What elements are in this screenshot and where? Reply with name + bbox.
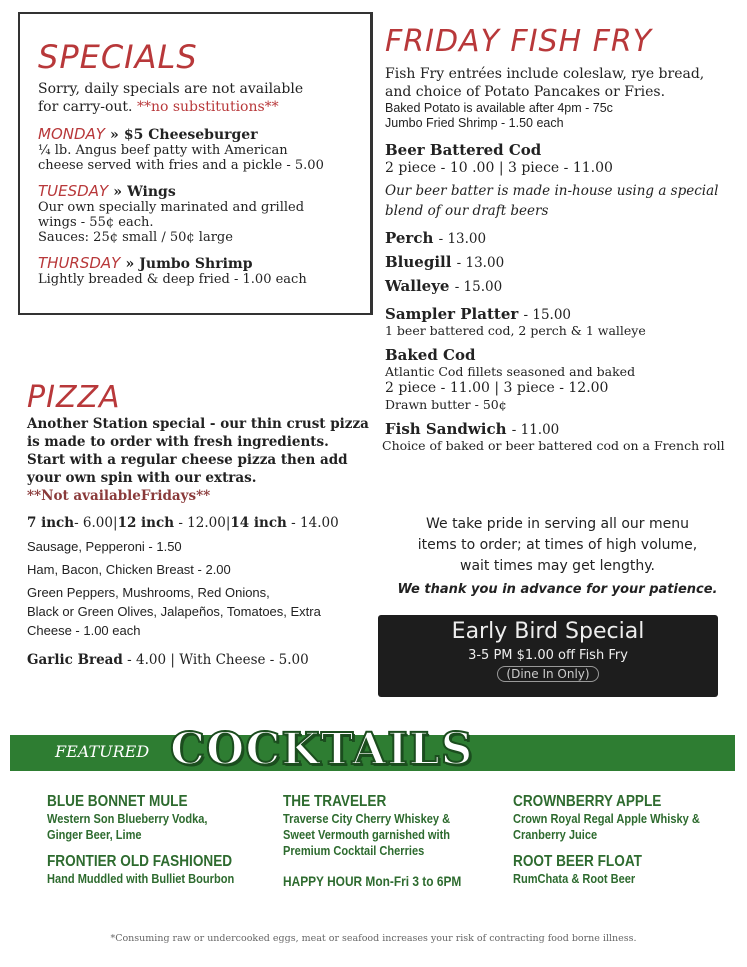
cocktail [513, 793, 733, 843]
intro-line: your own spin with our extras. [27, 470, 257, 486]
cod-note: blend of our draft beers [385, 203, 549, 219]
pizza-title: PIZZA [27, 380, 121, 415]
day-line: ¼ lb. Angus beef patty with American [38, 143, 288, 158]
cocktail-column-1 [47, 793, 267, 887]
day-line: Our own specially marinated and grilled [38, 200, 305, 215]
specials-title: SPECIALS [38, 38, 198, 76]
intro-line: Another Station special - our thin crust pizza [27, 416, 369, 432]
thanks: We thank you in advance for your patience. [397, 582, 718, 597]
cocktail [47, 853, 267, 887]
topping: Cheese - 1.00 each [27, 623, 141, 638]
toppings [27, 537, 377, 640]
item-name: Walleye [385, 277, 450, 295]
size: 12 inch [117, 515, 175, 531]
cocktail-desc: Sweet Vermouth garnished with [283, 827, 451, 842]
item-name: Perch [385, 229, 434, 247]
day-sep: » [110, 127, 119, 143]
cocktail-desc: Crown Royal Regal Apple Whisky & [513, 811, 700, 826]
topping: Sausage, Pepperoni - 1.50 [27, 539, 182, 554]
cocktail [283, 793, 493, 859]
intro-line: is made to order with fresh ingredients. [27, 434, 329, 450]
cocktail-desc: Premium Cocktail Cherries [283, 843, 425, 858]
intro-line: and choice of Potato Pancakes or Fries. [385, 84, 666, 100]
cocktail-name: CROWNBERRY APPLE [513, 793, 662, 810]
topping: Black or Green Olives, Jalapeños, Tomatoes, Extra [27, 604, 321, 619]
topping: Ham, Bacon, Chicken Breast - 2.00 [27, 562, 231, 577]
bluegill [385, 253, 735, 271]
pizza-intro [27, 415, 377, 487]
pride-line: wait times may get lengthy. [460, 558, 655, 574]
cocktail [513, 853, 733, 887]
day-name: TUESDAY [38, 182, 109, 200]
cocktail-desc: Hand Muddled with Bulliet Bourbon [47, 871, 235, 886]
food-safety-disclaimer: *Consuming raw or undercooked eggs, meat or seafood increases your risk of contracting food borne illness. [110, 933, 637, 944]
sandwich-desc: Choice of baked or beer battered cod on a French roll [382, 438, 725, 453]
garlic-label: Garlic Bread [27, 652, 123, 668]
day-heading [38, 253, 370, 272]
day-heading [38, 124, 370, 143]
day-item: $5 Cheeseburger [123, 127, 258, 143]
cod-note: Our beer batter is made in-house using a special [385, 183, 719, 199]
specials-note-2 [38, 98, 370, 116]
cocktail-desc: Traverse City Cherry Whiskey & [283, 811, 451, 826]
pride-line: items to order; at times of high volume, [417, 537, 698, 553]
cocktail-desc: Ginger Beer, Lime [47, 827, 142, 842]
topping: Green Peppers, Mushrooms, Red Onions, [27, 585, 270, 600]
size: 7 inch [27, 515, 75, 531]
not-fridays: **Not availableFridays** [27, 488, 211, 504]
cocktail-desc: Cranberry Juice [513, 827, 598, 842]
beer-battered-cod: Beer Battered Cod [385, 141, 542, 159]
cocktails-title: COCKTAILS [170, 724, 474, 775]
early-title: Early Bird Special [451, 619, 645, 644]
note: Baked Potato is available after 4pm - 75c [385, 101, 613, 115]
note-text: for carry-out. [38, 99, 133, 115]
cocktail-column-3 [513, 793, 733, 887]
day-item: Wings [127, 184, 176, 200]
cocktail-desc: Western Son Blueberry Vodka, [47, 811, 208, 826]
item-name: Bluegill [385, 253, 452, 271]
fish-sandwich [385, 420, 735, 438]
cocktail-desc: RumChata & Root Beer [513, 871, 636, 886]
item-price: - 15.00 [523, 307, 572, 323]
sampler [385, 305, 735, 323]
size: 14 inch [230, 515, 287, 531]
special-day [38, 253, 370, 287]
early-bird-banner [378, 615, 718, 697]
day-line: Lightly breaded & deep fried - 1.00 each [38, 272, 307, 287]
pride-line: We take pride in serving all our menu [425, 516, 690, 532]
day-line: wings - 55¢ each. [38, 215, 154, 230]
cocktail-name: ROOT BEER FLOAT [513, 853, 642, 870]
price: - 6.00 [74, 515, 113, 531]
item-price: - 13.00 [456, 255, 505, 271]
no-substitutions: **no substitutions** [136, 99, 279, 115]
specials-note: Sorry, daily specials are not available [38, 81, 304, 97]
day-sep: » [113, 184, 122, 200]
day-name: MONDAY [38, 125, 105, 143]
item-price: - 15.00 [454, 279, 503, 295]
baked-desc: Atlantic Cod fillets seasoned and baked [385, 364, 636, 379]
early-detail: 3-5 PM $1.00 off Fish Fry [468, 648, 628, 663]
day-line: cheese served with fries and a pickle - 5.00 [38, 158, 324, 173]
pizza-sizes: 7 inch- 6.00|12 inch - 12.00|14 inch - 14.00 [27, 515, 339, 531]
specials-box [18, 12, 373, 315]
drawn-butter: Drawn butter - 50¢ [385, 397, 507, 412]
cocktail-name: THE TRAVELER [283, 793, 387, 810]
sampler-desc: 1 beer battered cod, 2 perch & 1 walleye [385, 323, 646, 338]
featured-label: FEATURED [55, 742, 150, 761]
garlic-price: - 4.00 | With Cheese - 5.00 [127, 652, 309, 668]
cocktail-name: BLUE BONNET MULE [47, 793, 188, 810]
item-name: Sampler Platter [385, 305, 519, 323]
special-day [38, 181, 370, 245]
intro-line: Start with a regular cheese pizza then add [27, 452, 348, 468]
pride-note [380, 514, 735, 600]
baked-cod: Baked Cod [385, 346, 476, 364]
pizza-section [27, 380, 377, 668]
day-line: Sauces: 25¢ small / 50¢ large [38, 230, 233, 245]
note: Jumbo Fried Shrimp - 1.50 each [385, 116, 564, 130]
item-price: - 13.00 [438, 231, 487, 247]
item-price: - 11.00 [511, 422, 560, 438]
dine-in-only: (Dine In Only) [497, 666, 598, 682]
cod-price: 2 piece - 10 .00 | 3 piece - 11.00 [385, 160, 613, 176]
day-heading [38, 181, 370, 200]
fish-title: FRIDAY FISH FRY [385, 24, 653, 59]
baked-price: 2 piece - 11.00 | 3 piece - 12.00 [385, 380, 609, 396]
price: - 14.00 [291, 515, 339, 531]
cocktail-column-2 [283, 793, 493, 889]
special-day [38, 124, 370, 173]
walleye [385, 277, 735, 295]
garlic-bread [27, 652, 377, 668]
day-name: THURSDAY [38, 254, 121, 272]
happy-hour: HAPPY HOUR Mon-Fri 3 to 6PM [283, 873, 462, 889]
day-item: Jumbo Shrimp [139, 256, 253, 272]
intro-line: Fish Fry entrées include coleslaw, rye bread, [385, 66, 705, 82]
price: - 12.00 [178, 515, 226, 531]
day-sep: » [125, 256, 135, 272]
item-name: Fish Sandwich [385, 420, 507, 438]
cocktail-name: FRONTIER OLD FASHIONED [47, 853, 233, 870]
cocktail [47, 793, 267, 843]
fish-fry-section [382, 24, 735, 453]
perch [385, 229, 735, 247]
